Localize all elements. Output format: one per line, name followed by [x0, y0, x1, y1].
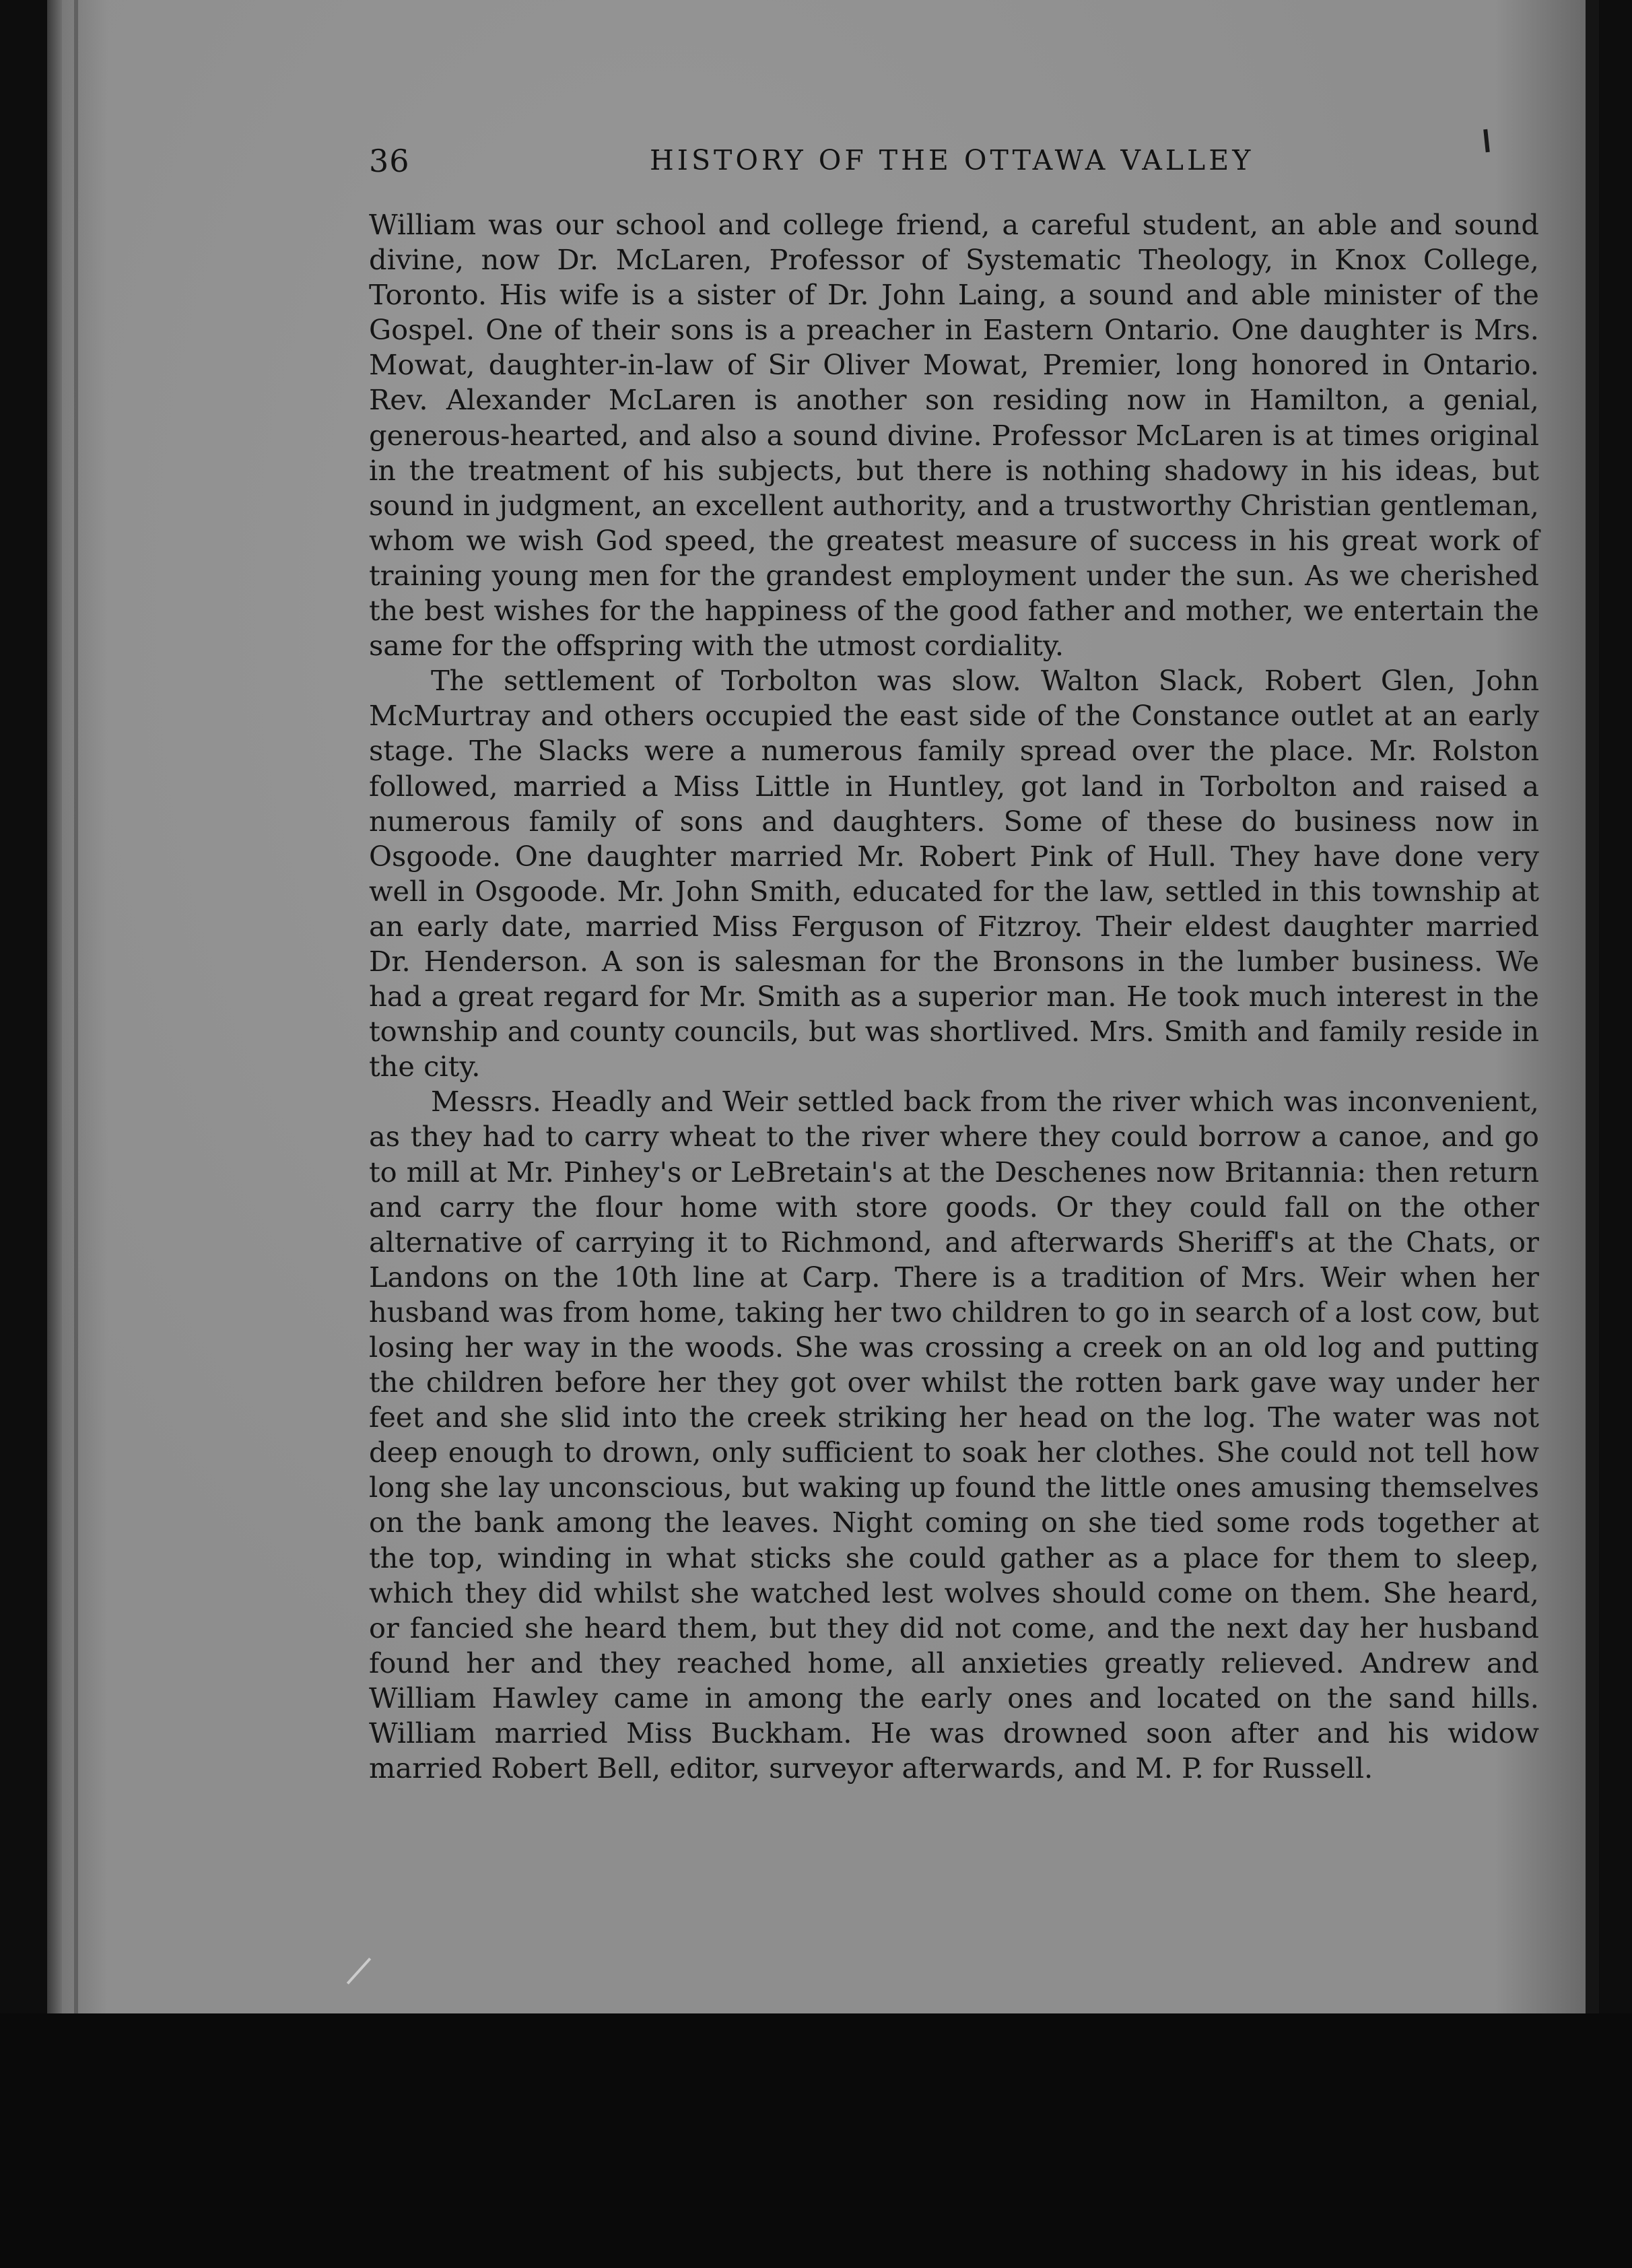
page-number: 36 — [369, 143, 410, 179]
body-text — [369, 207, 1539, 1786]
scan-background-bottom — [0, 2013, 1632, 2268]
page-edge-shadow — [74, 0, 78, 2020]
paragraph-1: William was our school and college friend, a careful student, an able and sound divine, now Dr. McLaren, Professor of Systematic Theology, in Knox College, Toronto. His wife is a sister of Dr. John Laing, a sound and able minister of the Gospel. One of their sons is a preacher in Eastern Ontario. One daughter is Mrs. Mowat, daughter-in-law of Sir Oliver Mowat, Premier, long honored in Ontario. Rev. Alexander McLaren is another son residing now in Hamilton, a genial, generous-hearted, and also a sound divine. Professor McLaren is at times original in the treatment of his subjects, but there is nothing shadowy in his ideas, but sound in judgment, an excellent authority, and a trustworthy Christian gentleman, whom we wish God speed, the greatest measure of success in his great work of training young men for the grandest employment under the sun. As we cherished the best wishes for the happiness of the good father and mother, we entertain the same for the offspring with the utmost cordiality. — [369, 208, 1539, 663]
paragraph-2: The settlement of Torbolton was slow. Walton Slack, Robert Glen, John McMurtray and others occupied the east side of the Constance outlet at an early stage. The Slacks were a numerous family spread over the place. Mr. Rolston followed, married a Miss Little in Huntley, got land in Torbolton and raised a numerous family of sons and daughters. Some of these do business now in Osgoode. One daughter married Mr. Robert Pink of Hull. They have done very well in Osgoode. Mr. John Smith, educated for the law, settled in this township at an early date, married Miss Ferguson of Fitzroy. Their eldest daughter married Dr. Henderson. A son is salesman for the Bronsons in the lumber business. We had a great regard for Mr. Smith as a superior man. He took much interest in the township and county councils, but was shortlived. Mrs. Smith and family reside in the city. — [369, 664, 1539, 1083]
page-binding-edge — [47, 0, 62, 2020]
running-head: HISTORY OF THE OTTAWA VALLEY — [650, 144, 1254, 176]
right-gutter — [1586, 0, 1599, 2268]
paragraph-3: Messrs. Headly and Weir settled back from the river which was inconvenient, as they had to carry wheat to the river where they could borrow a canoe, and go to mill at Mr. Pinhey's or LeBretain's at the Deschenes now Britannia: then return and carry the flour home with store goods. Or they could fall on the other alternative of carrying it to Richmond, and afterwards Sheriff's at the Chats, or Landons on the 10th line at Carp. There is a tradition of Mrs. Weir when her husband was from home, taking her two children to go in search of a lost cow, but losing her way in the woods. She was crossing a creek on an old log and putting the children before her they got over whilst the rotten bark gave way under her feet and she slid into the creek striking her head on the log. The water was not deep enough to drown, only sufficient to soak her clothes. She could not tell how long she lay unconscious, but waking up found the little ones amusing themselves on the bank among the leaves. Night coming on she tied some rods together at the top, winding in what sticks she could gather as a place for them to sleep, which they did whilst she watched lest wolves should come on them. She heard, or fancied she heard them, but they did not come, and the next day her husband found her and they reached home, all anxieties greatly relieved. Andrew and William Hawley came in among the early ones and located on the sand hills. William married Miss Buckham. He was drowned soon after and his widow married Robert Bell, editor, surveyor afterwards, and M. P. for Russell. — [369, 1085, 1539, 1785]
